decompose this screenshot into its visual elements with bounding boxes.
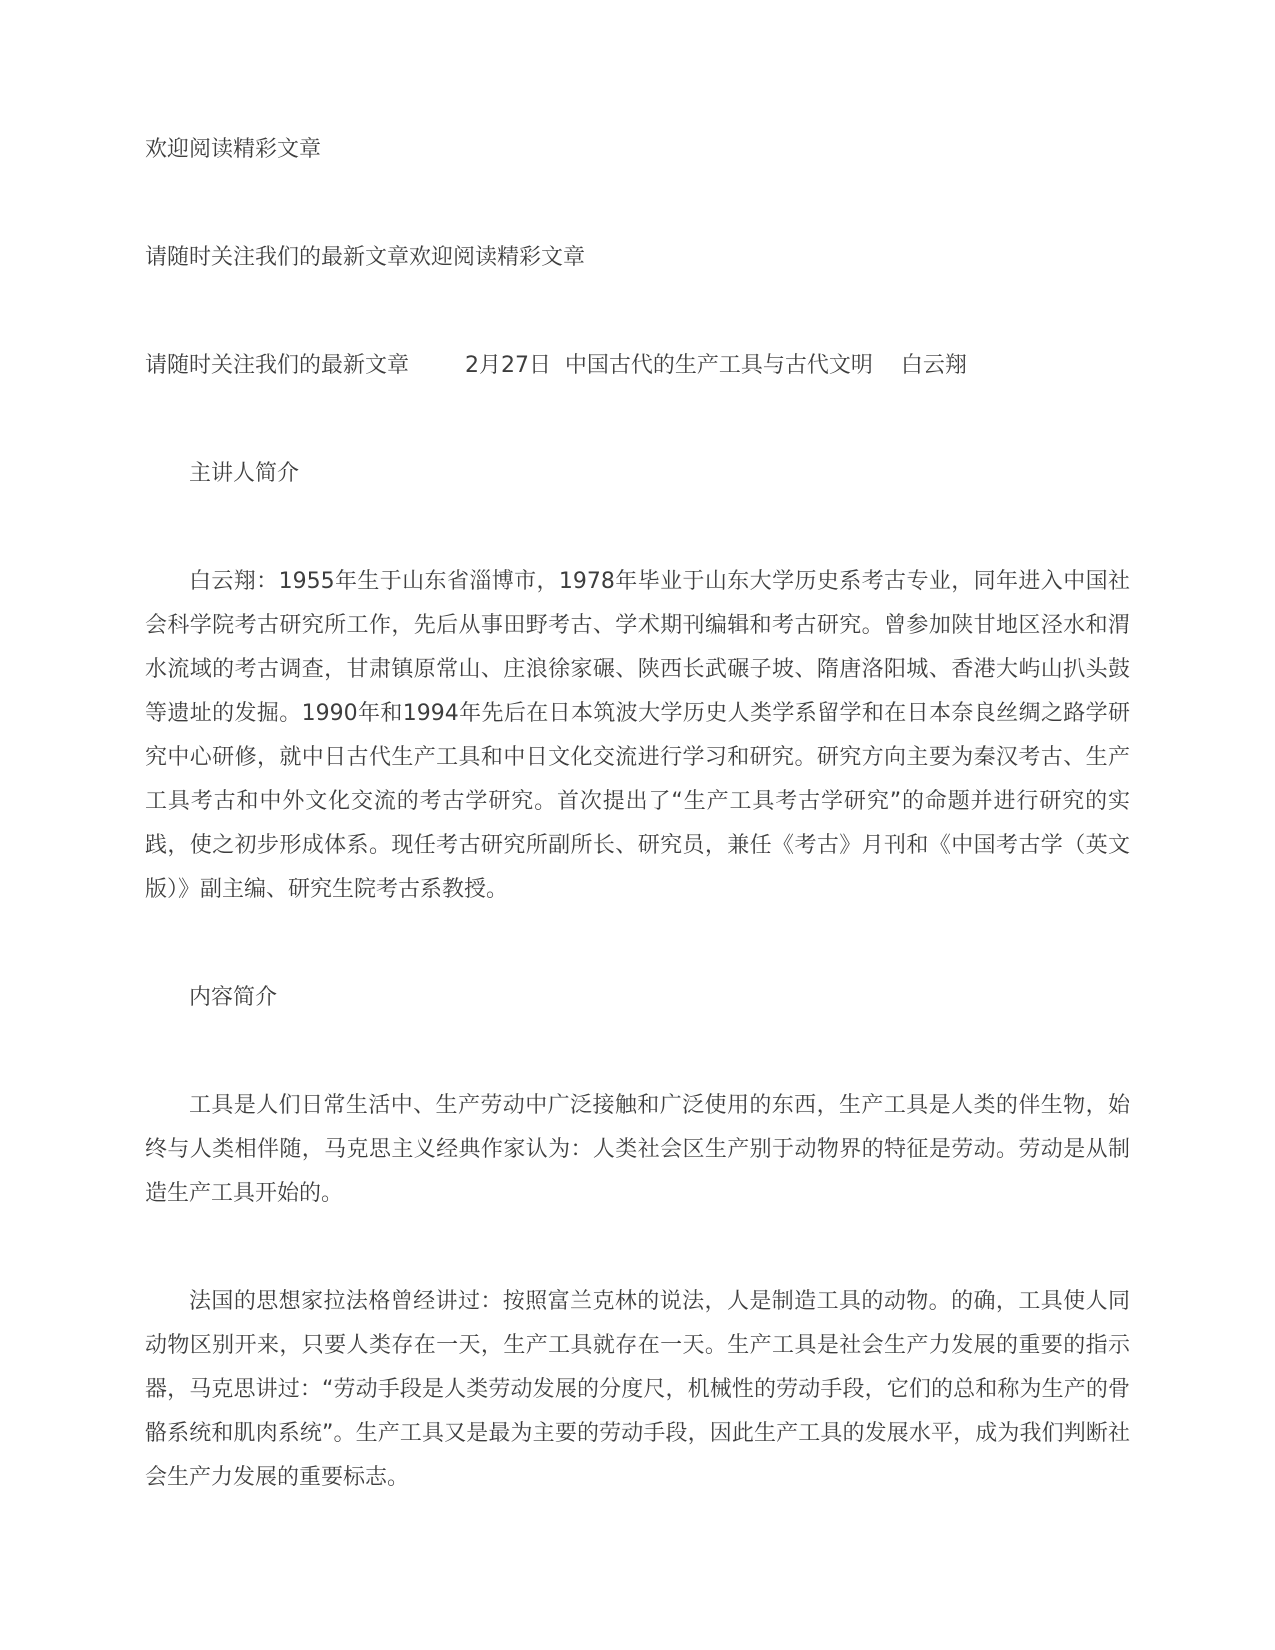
para-content-intro-2: 法国的思想家拉法格曾经讲过：按照富兰克林的说法，人是制造工具的动物。的确，工具使人同动物区别开来，只要人类存在一天，生产工具就存在一天。生产工具是社会生产力发展的重要的指示器，马克思讲过：“劳动手段是人类劳动发展的分度尺，机械性的劳动手段，它们的总和称为生产的骨骼系统和肌肉系统”。生产工具又是最为主要的劳动手段，因此生产工具的发展水平，成为我们判断社会生产力发展的重要标志。: [145, 1289, 1130, 1490]
doc-line-follow-us: 请随时关注我们的最新文章欢迎阅读精彩文章: [145, 245, 586, 270]
heading-speaker-intro: 主讲人简介: [189, 461, 300, 486]
doc-title-line: 请随时关注我们的最新文章 2月27日 中国古代的生产工具与古代文明 白云翔: [145, 353, 967, 378]
doc-line-welcome: 欢迎阅读精彩文章: [145, 137, 322, 162]
heading-content-intro: 内容简介: [189, 985, 278, 1010]
para-content-intro-1: 工具是人们日常生活中、生产劳动中广泛接触和广泛使用的东西，生产工具是人类的伴生物，始终与人类相伴随，马克思主义经典作家认为：人类社会区生产别于动物界的特征是劳动。劳动是从制造生产工具开始的。: [145, 1093, 1130, 1206]
para-speaker-bio: 白云翔：1955年生于山东省淄博市，1978年毕业于山东大学历史系考古专业，同年进入中国社会科学院考古研究所工作，先后从事田野考古、学术期刊编辑和考古研究。曾参加陕甘地区泾水和渭水流域的考古调查，甘肃镇原常山、庄浪徐家碾、陕西长武碾子坡、隋唐洛阳城、香港大屿山扒头鼓等遗址的发掘。1990年和1994年先后在日本筑波大学历史人类学系留学和在日本奈良丝绸之路学研究中心研修，就中日古代生产工具和中日文化交流进行学习和研究。研究方向主要为秦汉考古、生产工具考古和中外文化交流的考古学研究。首次提出了“生产工具考古学研究”的命题并进行研究的实践，使之初步形成体系。现任考古研究所副所长、研究员，兼任《考古》月刊和《中国考古学（英文版）》副主编、研究生院考古系教授。: [145, 569, 1130, 902]
